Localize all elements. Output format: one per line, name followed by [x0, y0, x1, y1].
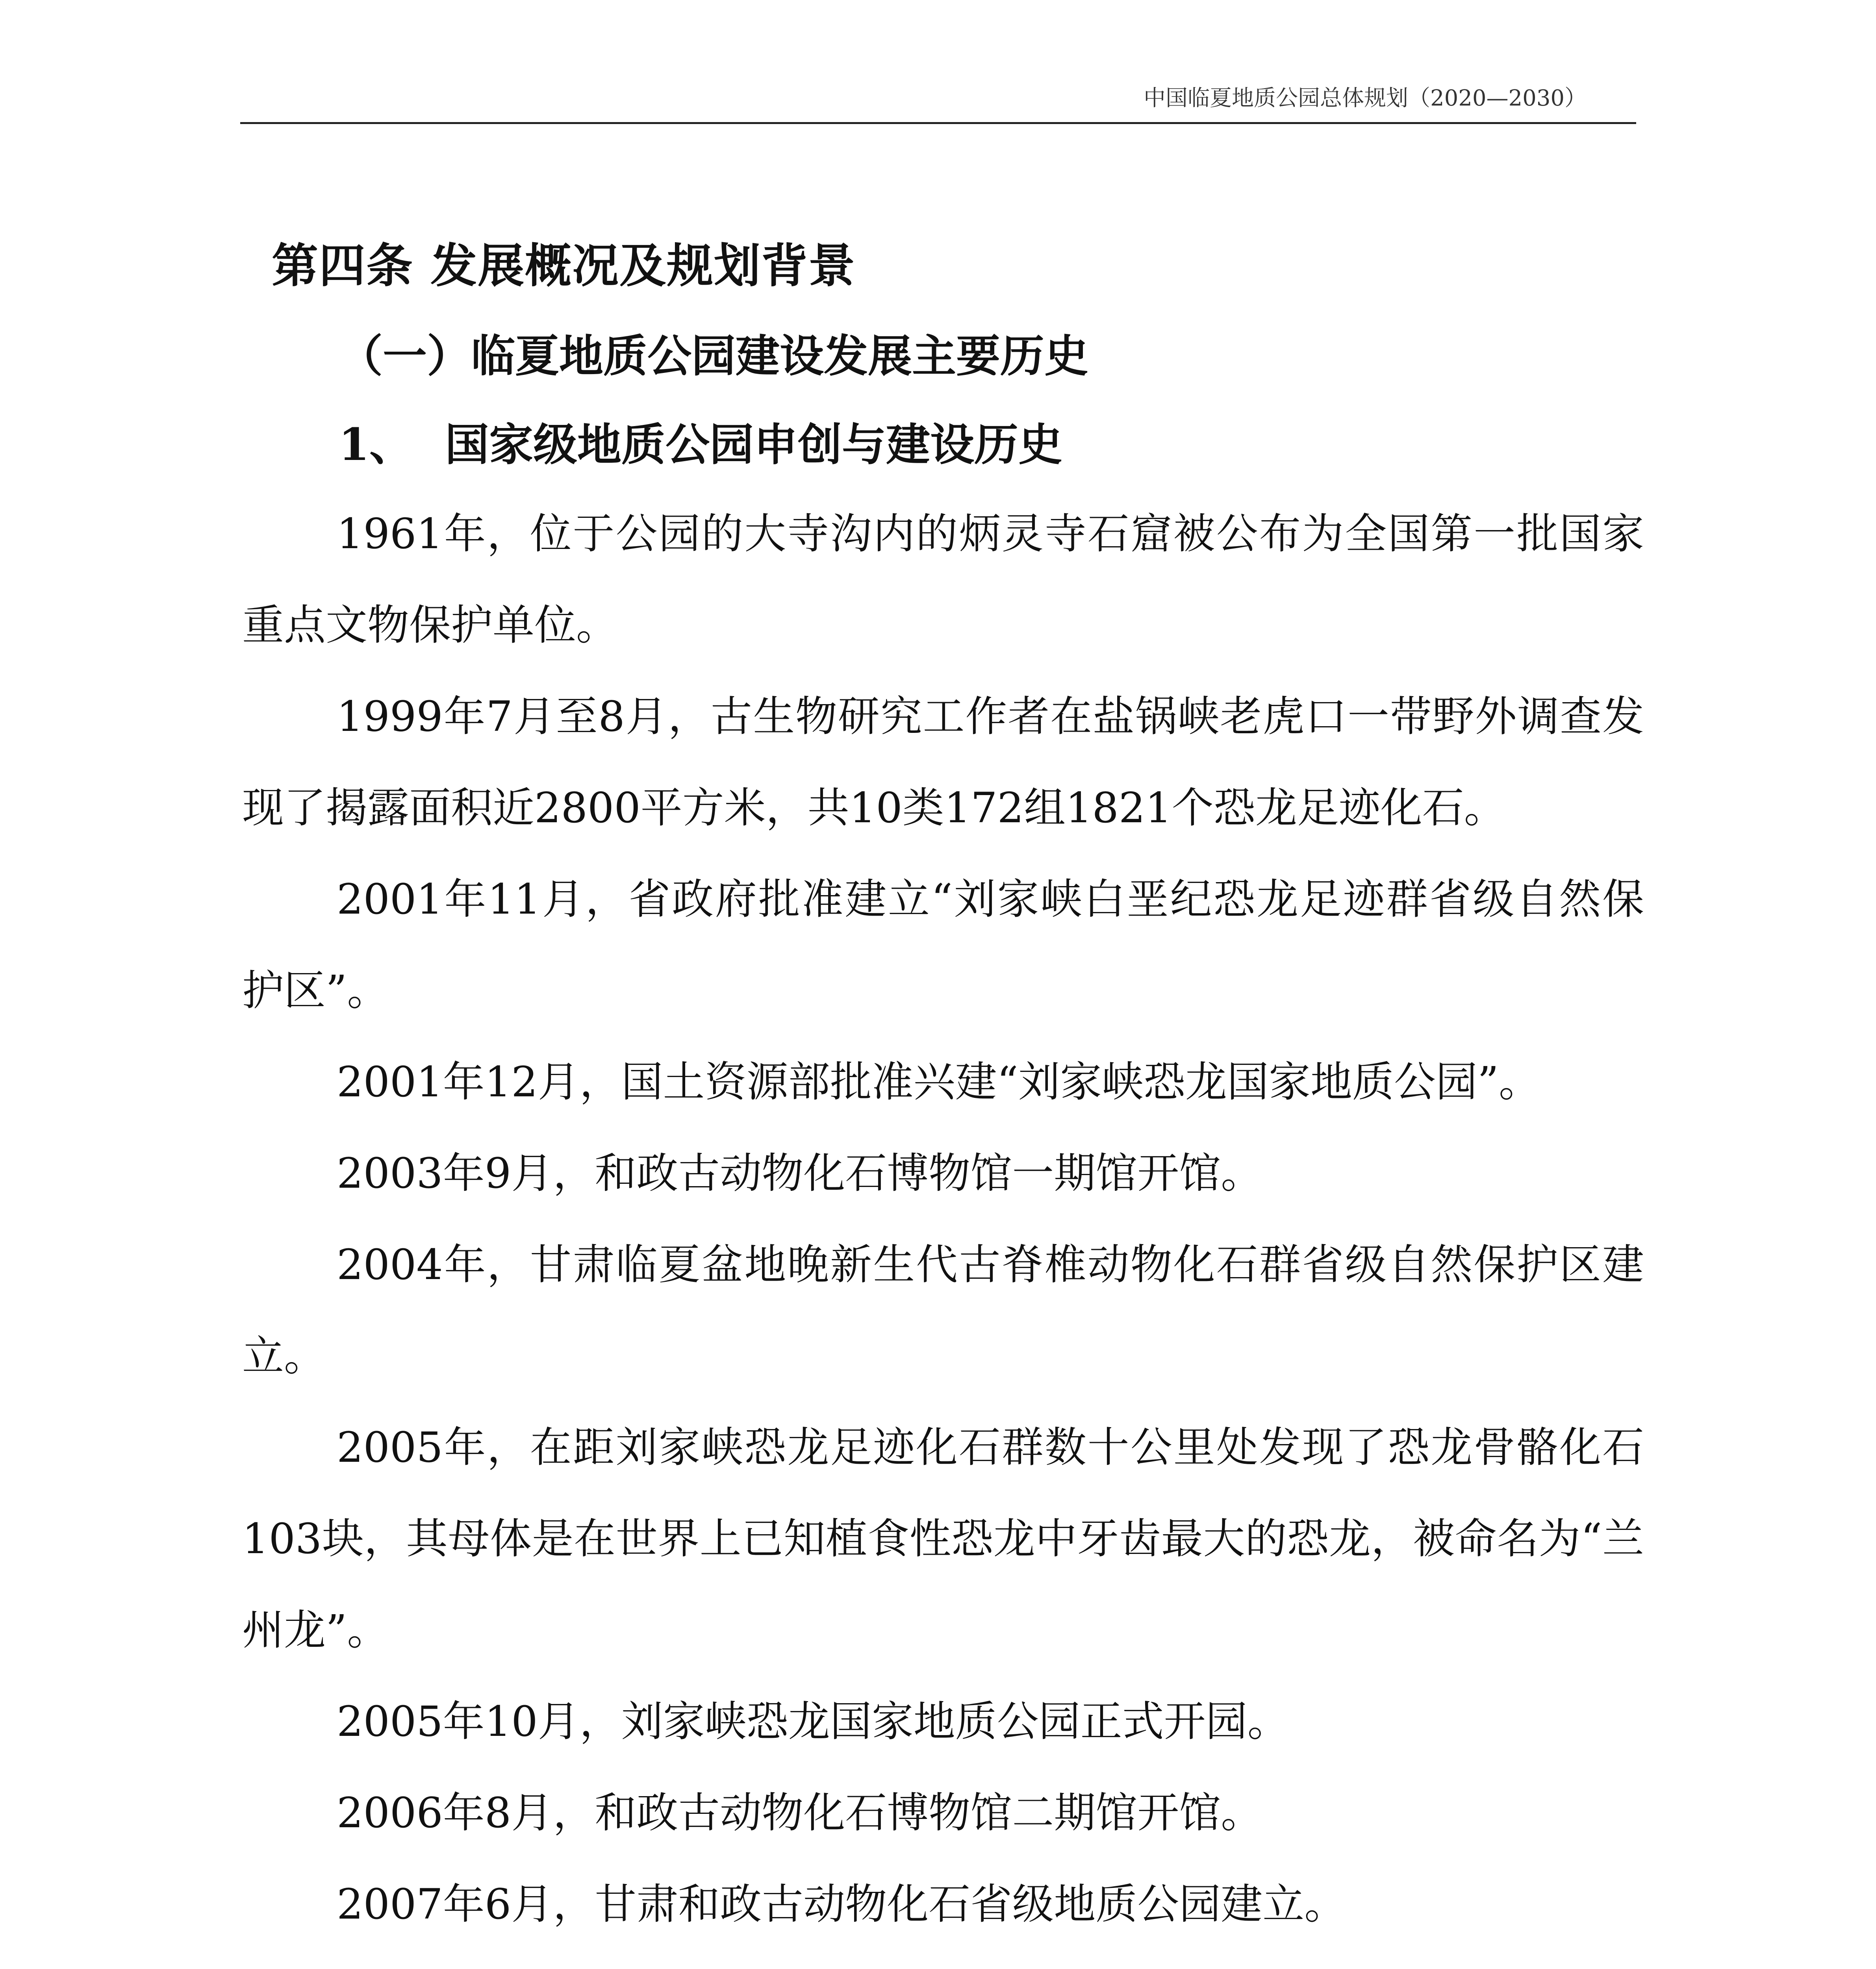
subsection-heading [339, 410, 1062, 473]
paragraph-2007-b [242, 1950, 1644, 1969]
paragraph-2007-a: 2007年6月，甘肃和政古动物化石省级地质公园建立。 [337, 1880, 1346, 1928]
paragraph-2005: 2005年，在距刘家峡恐龙足迹化石群数十公里处发现了恐龙骨骼化石103块，其母体是在世界上已知植食性恐龙中牙齿最大的恐龙，被命名为“兰州龙”。 [242, 1423, 1644, 1654]
paragraph-2006: 2006年8月，和政古动物化石博物馆二期馆开馆。 [337, 1789, 1263, 1837]
paragraph-2003: 2003年9月，和政古动物化石博物馆一期馆开馆。 [337, 1149, 1263, 1198]
running-header: 中国临夏地质公园总体规划（2020—2030） [1143, 85, 1587, 111]
section-title: （一）临夏地质公园建设发展主要历史 [339, 330, 1088, 382]
paragraph-1961: 1961年，位于公园的大寺沟内的炳灵寺石窟被公布为全国第一批国家重点文物保护单位。 [242, 510, 1644, 649]
paragraph-2001-12: 2001年12月，国土资源部批准兴建“刘家峡恐龙国家地质公园”。 [337, 1058, 1541, 1106]
subsection-title: 国家级地质公园申创与建设历史 [445, 419, 1062, 471]
paragraph-2005-10: 2005年10月，刘家峡恐龙国家地质公园正式开园。 [337, 1697, 1289, 1746]
article-title: 第四条 发展概况及规划背景 [272, 238, 856, 293]
header-rule [240, 122, 1636, 124]
paragraph-1999: 1999年7月至8月，古生物研究工作者在盐锅峡老虎口一带野外调查发现了揭露面积近2800平方米，共10类172组1821个恐龙足迹化石。 [242, 692, 1644, 832]
subsection-number: 1、 [339, 419, 413, 471]
paragraph-2001-11: 2001年11月，省政府批准建立“刘家峡白垩纪恐龙足迹群省级自然保护区”。 [242, 875, 1644, 1015]
paragraph-2004: 2004年，甘肃临夏盆地晚新生代古脊椎动物化石群省级自然保护区建立。 [242, 1240, 1644, 1380]
body-text [242, 488, 1644, 1969]
